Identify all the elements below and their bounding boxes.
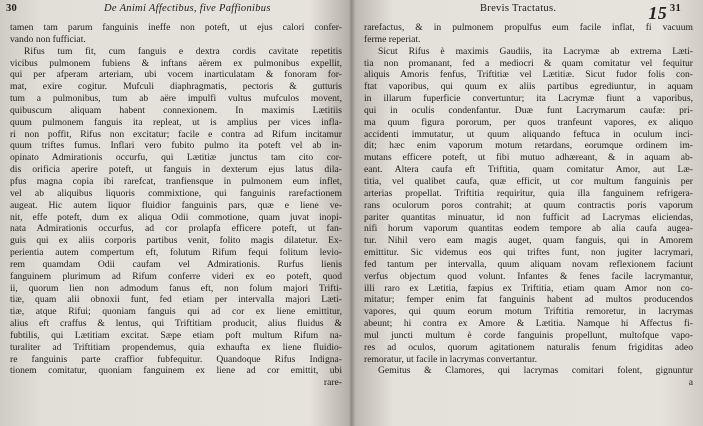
text-line: fubtilis, qui Lætitiam excitat. Sæpe etiam poft multum Rifum na-: [10, 329, 342, 341]
text-line: eant. Altera caufa eft Triftitia, quam comitatur Amor, aut Læ-: [364, 164, 693, 176]
text-line: rans oculorum poros contrahit; at quum contractis poris vaporum: [364, 199, 693, 211]
text-line: tur. Nihil vero eam magis auget, quam fanguis, qui in Amorem: [364, 235, 693, 247]
text-line: ma quum figura pororum, per quos tranfeunt vapores, ex aliquo: [364, 116, 693, 128]
text-line: mutans efficere poteft, ut fibi mutuo adhæreant, & in aquam ab-: [364, 152, 693, 164]
left-page: [6, 0, 346, 426]
text-line: dis orificia aperire poteft, ut fanguis in dexterum ejus latus dila-: [10, 164, 342, 176]
text-line: tia non promanant, fed a mediocri & quam comitatur vel fequitur: [364, 57, 693, 69]
text-line: illi raro ex Lætitia, fæpius ex Triftitia, etiam quam Amor non co-: [364, 282, 693, 294]
text-line: tionem comitatur, quoniam fanguinem ex liene ad cor emittit, ubi: [10, 365, 342, 377]
right-page: [360, 0, 697, 426]
text-line: Sicut Rifus è maximis Gaudiis, ita Lacrymæ ab extrema Læti-: [378, 45, 693, 57]
text-line: in illarum fuperficie convertuntur; ita Lacrymæ fiunt a vaporibus,: [364, 93, 693, 105]
running-head: De Animi Affectibus, five Paffionibus: [104, 3, 271, 14]
text-line: ftat vaporibus, qui quum ex aliis partibus egrediuntur, in aquam: [364, 81, 693, 93]
left-page-header: [6, 0, 346, 22]
text-line: mul juncti multum è corde fanguinis propellunt, multofque vapo-: [364, 329, 693, 341]
text-line: alius eft craffus & lentus, qui Triftitiam producit, alius fluidus &: [10, 318, 342, 330]
text-line: qui per afperam arteriam, ubi vocem inarticulatam & fonoram for-: [10, 69, 342, 81]
page-number: 30: [6, 3, 18, 14]
text-line: ii, quorum lien non admodum fanus eft, non folum majori Trifti-: [10, 282, 342, 294]
text-line: tiæ, atque Rifui; quoniam fanguis qui ad cor ex liene emittitur,: [10, 306, 342, 318]
left-page-text: [6, 22, 346, 389]
text-line: pariter quantitas minuatur, id non fufficit ad Lacrymas eliciendas,: [364, 211, 693, 223]
text-line: rare-: [323, 377, 342, 389]
text-line: ferme reperiat.: [364, 33, 421, 45]
text-line: pfus magna copia ibi rarefcat, tranfiensque in pulmonem eum inflet,: [10, 175, 342, 187]
text-line: augeat. Hic autem liquor fluidior fanguinis pars, quæ e liene ve-: [10, 199, 342, 211]
text-line: nata Admirationis occurfus, ad cor prolapfa efficere poteft, ut fan-: [10, 223, 342, 235]
text-line: qui in oculis condenfantur. Duæ funt Lacrymarum caufæ: pri-: [364, 104, 693, 116]
text-line: tiæ, quam alii obnoxii funt, fed etiam per intervalla majori Læti-: [10, 294, 342, 306]
right-page-text: [360, 22, 697, 389]
text-line: turaliter ad Triftitiam propendemus, quia exhaufta ex liene fluidio-: [10, 341, 342, 353]
text-line: abeunt; hi contra ex Amore & Lætitia. Namque hi Affectus fi-: [364, 318, 693, 330]
text-line: mitatur; femper enim fat fanguinis habent ad multos producendos: [364, 294, 693, 306]
text-line: nit, effe poteft, dum ex aliqua Odii commotione, quam juvat inopi-: [10, 211, 342, 223]
text-line: vando non fufficiat.: [10, 33, 86, 45]
text-line: ri non poffit, Rifus non excitatur; facile e contra ad Rifum incitamur: [10, 128, 342, 140]
text-line: arterias propellat. Triftitia requiritur, quia illa fanguinem refrigera-: [364, 187, 693, 199]
text-line: dit; hæc enim vaporum motum retardans, eorumque ordinem im-: [364, 140, 693, 152]
text-line: emittitur. Sic videmus eos qui triftes funt, non jugiter lacrymari,: [364, 247, 693, 259]
text-line: perientia autem compertum eft, folutum Rifum fequi folitum levio-: [10, 247, 342, 259]
text-line: guis qui ex aliis corporis partibus venit, folito magis dilatetur. Ex-: [10, 235, 342, 247]
text-line: a: [688, 377, 693, 389]
text-line: nifi horum vaporum quantitas eodem tempore ab alia caufa augea-: [364, 223, 693, 235]
text-line: Rifus tum fit, cum fanguis e dextra cordis cavitate repetitis: [24, 45, 342, 57]
text-line: mat, exire cogitur. Mufculi diaphragmatis, pectoris & gutturis: [10, 81, 342, 93]
handwritten-page-mark: 15: [648, 3, 667, 23]
text-line: vapores, qui quum eorum motum Triftitia remoretur, in lacrymas: [364, 306, 693, 318]
text-line: Gemitus & Clamores, qui lacrymas comitari folent, gignuntur: [378, 365, 693, 377]
text-line: fanguinem plurimum ad Rifum conferre videri ex eo poteft, quod: [10, 270, 342, 282]
text-line: tamen tam parum fanguinis ineffe non poteft, ut ejus calori confer-: [10, 22, 342, 33]
text-line: quum pulmonem fanguis ita repleat, ut is amplius per vices infla-: [10, 116, 342, 128]
text-line: vel ab aliquibus liquoris commixtione, qui fanguinis rarefactionem: [10, 187, 342, 199]
text-line: tum a pulmonibus, tum ab aëre impulfi vultus mufculos movent,: [10, 93, 342, 105]
text-line: verfus objectum quod volunt. Infantes & fenes facile lacrymantur,: [364, 270, 693, 282]
text-line: aliquis Amoris fenfus, Triftitiæ vel Lætitiæ. Sicut fudor folis con-: [364, 69, 693, 81]
text-line: opinato Admirationis occurfu, qui Lætitiæ junctus tam cito cor-: [10, 152, 342, 164]
text-line: accidenti immutatur, ut quum aliquando feftuca in oculum inci-: [364, 128, 693, 140]
text-line: fed tantum per intervalla, quum aliquam novam reflexionem faciunt: [364, 258, 693, 270]
text-line: re fanguinis parte craffior fubfequitur. Quandoque Rifus Indigna-: [10, 353, 342, 365]
page-number: 31: [669, 3, 681, 14]
text-line: rem quamdam Odii caufam vel Admirationis. Rurfus lienis: [10, 258, 342, 270]
text-line: vicibus pulmonem fubiens & inftans aërem ex pulmonibus expellit,: [10, 57, 342, 69]
text-line: titia, vel qualibet caufa, quæ efficit, ut cor multum fanguinis per: [364, 175, 693, 187]
text-line: remoratur, ut facile in lacrymas convertantur.: [364, 353, 538, 365]
text-line: quibuscum aliquam habent connexionem. In maximis Lætitiis: [10, 104, 342, 116]
text-line: res ad oculos, quorum agitationem naturalis fenum frigiditas adeo: [364, 341, 693, 353]
text-line: quum triftes fumus. Inflari vero fubito pulmo ita poteft vel ab in-: [10, 140, 342, 152]
text-line: rarefactus, & in pulmonem propulfus eum facile inflat, fi vacuum: [364, 22, 693, 33]
running-head: Brevis Tractatus.: [480, 3, 557, 14]
right-page-header: [360, 0, 697, 22]
